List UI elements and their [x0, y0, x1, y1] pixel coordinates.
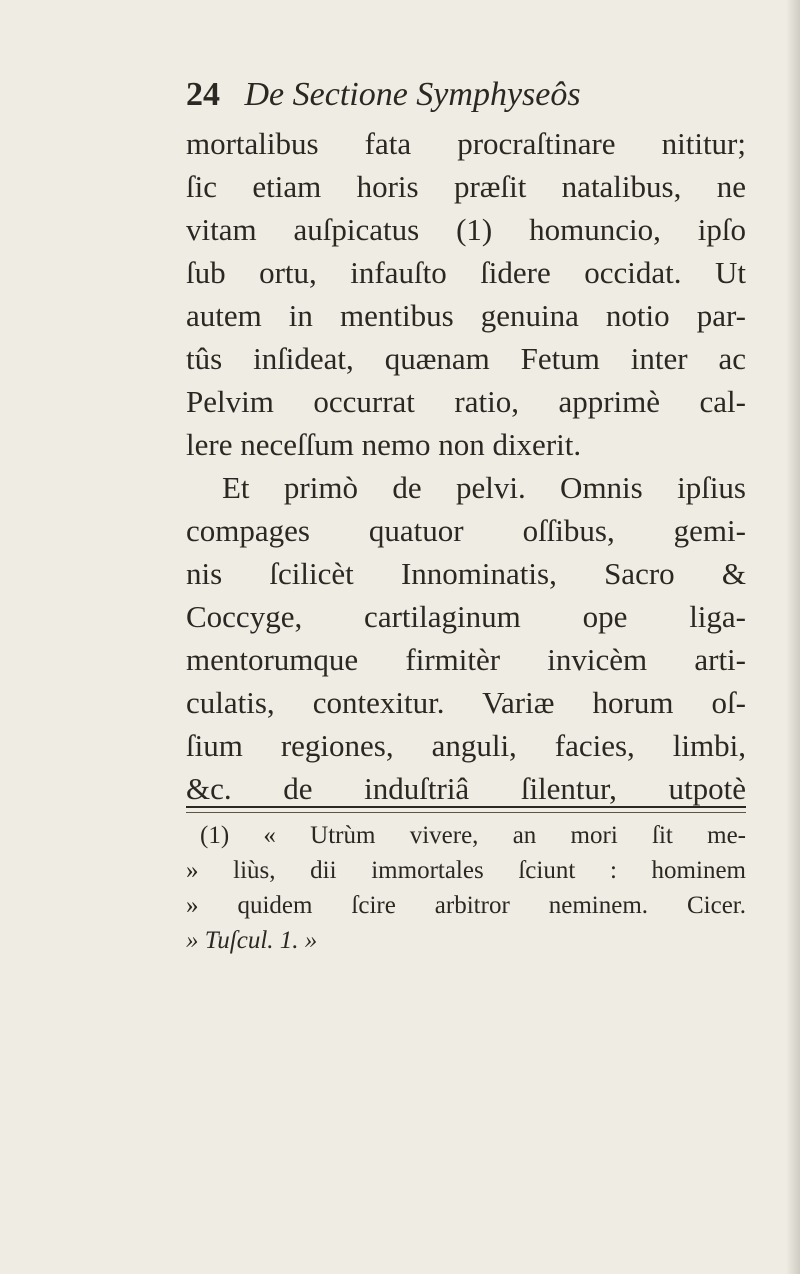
- text-line: &c. de induſtriâ ſilentur, utpotè: [186, 771, 746, 806]
- footnote-rule: [186, 806, 746, 813]
- footnote-line: (1) « Utrùm vivere, an mori ſit me-: [200, 822, 746, 849]
- text-line: compages quatuor oſſibus, gemi-: [186, 513, 746, 548]
- text-line: Coccyge, cartilaginum ope liga-: [186, 599, 746, 634]
- footnote-line: » Tuſcul. 1. »: [186, 927, 318, 954]
- text-line: lere neceſſum nemo non dixerit.: [186, 427, 582, 462]
- text-line: tûs inſideat, quænam Fetum inter ac: [186, 341, 746, 376]
- text-line: mortalibus fata procraſtinare nititur;: [186, 126, 746, 161]
- running-header: [186, 72, 726, 118]
- running-title: De Sectione Symphyseôs: [244, 76, 581, 113]
- text-line: mentorumque firmitèr invicèm arti-: [186, 642, 746, 677]
- text-line: culatis, contexitur. Variæ horum oſ-: [186, 685, 746, 720]
- text-line: nis ſcilicèt Innominatis, Sacro &: [186, 556, 746, 591]
- footnote-line: » liùs, dii immortales ſciunt : hominem: [186, 857, 746, 884]
- page-number: 24: [186, 76, 220, 113]
- text-line: Et primò de pelvi. Omnis ipſius: [222, 470, 746, 505]
- text-line: ſic etiam horis præſit natalibus, ne: [186, 169, 746, 204]
- footnote: [186, 818, 746, 958]
- text-line: ſium regiones, anguli, facies, limbi,: [186, 728, 746, 763]
- text-line: autem in mentibus genuina notio par-: [186, 298, 746, 333]
- text-line: Pelvim occurrat ratio, apprimè cal-: [186, 384, 746, 419]
- footnote-line: » quidem ſcire arbitror neminem. Cicer.: [186, 892, 746, 919]
- text-line: vitam auſpicatus (1) homuncio, ipſo: [186, 212, 746, 247]
- page-edge-shadow: [786, 0, 800, 1274]
- text-line: ſub ortu, infauſto ſidere occidat. Ut: [186, 255, 746, 290]
- main-text: [186, 122, 746, 810]
